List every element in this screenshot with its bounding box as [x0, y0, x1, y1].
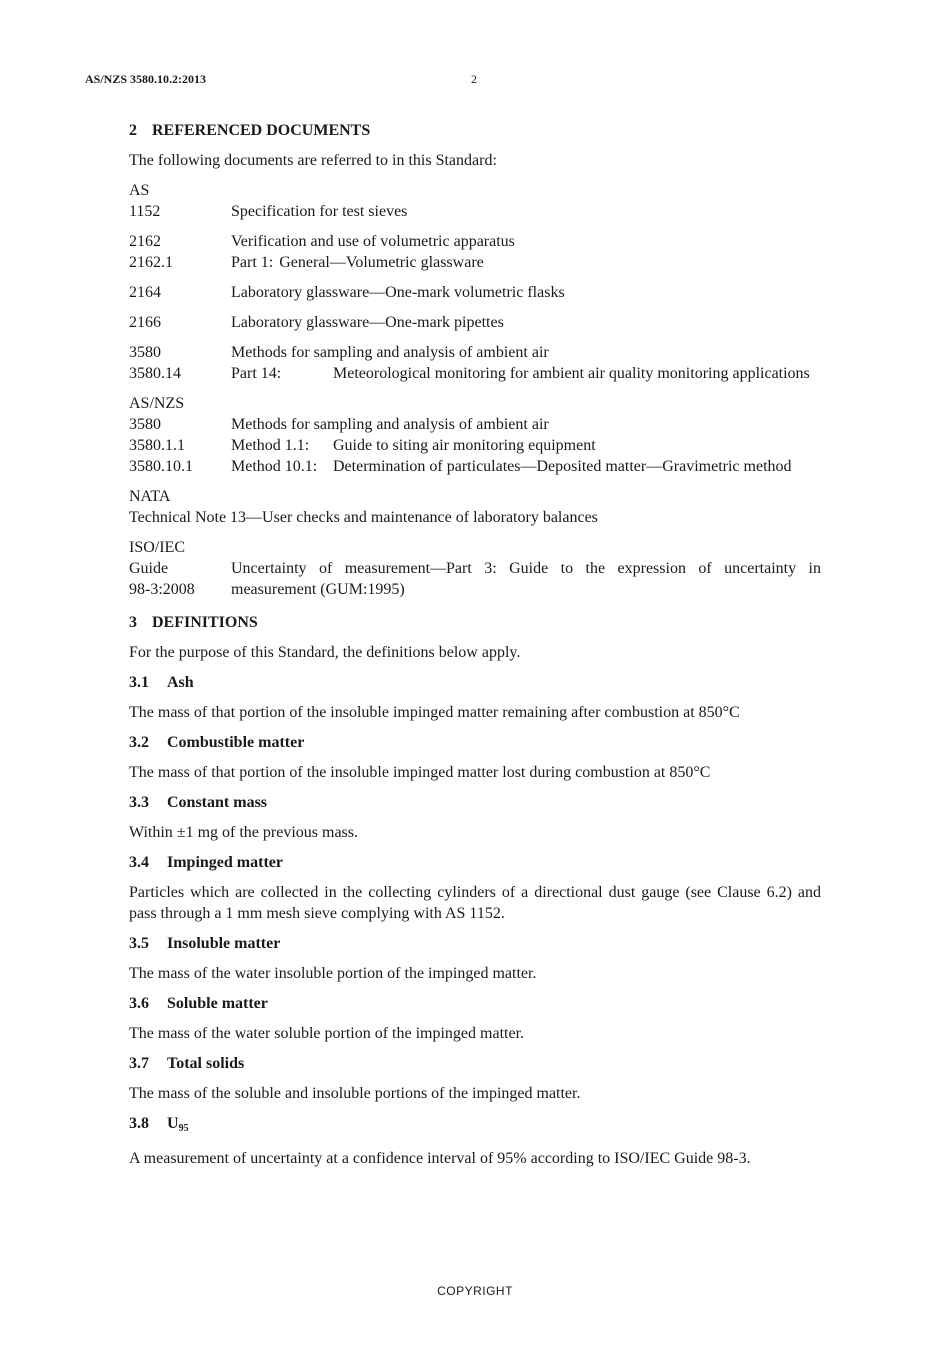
ref-title: Determination of particulates—Deposited matter—Gravimetric method: [333, 458, 792, 475]
ref-title: Methods for sampling and analysis of ambient air: [231, 416, 549, 433]
definition-term: Impinged matter: [167, 854, 283, 871]
definition-heading: [129, 672, 821, 693]
ref-row: [129, 201, 821, 222]
definition-term: Constant mass: [167, 794, 268, 811]
ref-row: [129, 435, 821, 456]
definition-number: 3.4: [129, 854, 149, 871]
definition-heading: [129, 1053, 821, 1074]
definition-number: 3.7: [129, 1055, 149, 1072]
section-3-title: DEFINITIONS: [152, 614, 258, 631]
ref-title: Verification and use of volumetric apparatus: [231, 233, 515, 250]
ref-group-as-2166: [129, 312, 821, 333]
definition-text: The mass of the water soluble portion of the impinged matter.: [129, 1025, 525, 1042]
ref-title: Methods for sampling and analysis of ambient air: [231, 344, 549, 361]
ref-group-name: ISO/IEC: [129, 539, 185, 556]
ref-title: General—Volumetric glassware: [279, 254, 484, 271]
definition-heading: [129, 993, 821, 1014]
copyright-footer: COPYRIGHT: [437, 1284, 513, 1298]
ref-number: 3580: [129, 344, 161, 361]
ref-title: Uncertainty of measurement—Part 3: Guide to the expression of uncertainty in measurement (GUM:1995): [231, 560, 821, 598]
ref-group-as-2162: [129, 231, 821, 273]
section-2-heading: [129, 120, 821, 141]
section-3-heading: [129, 612, 821, 633]
ref-title: Laboratory glassware—One-mark pipettes: [231, 314, 504, 331]
definition-text: Particles which are collected in the collecting cylinders of a directional dust gauge (see Clause 6.2) and pass through a 1 mm mesh sieve complying with AS 1152.: [129, 884, 821, 922]
definition-number: 3.2: [129, 734, 149, 751]
ref-title: Guide to siting air monitoring equipment: [333, 437, 596, 454]
page-content: [129, 120, 821, 1178]
definition-term: U: [167, 1115, 179, 1132]
ref-row: [129, 414, 821, 435]
ref-title: Laboratory glassware—One-mark volumetric flasks: [231, 284, 565, 301]
ref-number: 2166: [129, 314, 161, 331]
ref-part: Method 10.1:: [231, 458, 318, 475]
section-2-title: REFERENCED DOCUMENTS: [152, 122, 371, 139]
ref-row: [129, 252, 821, 273]
standard-designation: AS/NZS 3580.10.2:2013: [85, 72, 207, 86]
ref-number-line2: 98-3:2008: [129, 581, 195, 598]
ref-number-line1: Guide: [129, 560, 169, 577]
definition-term-subscript: 95: [178, 1123, 189, 1134]
ref-row: [129, 558, 821, 600]
definition-number: 3.1: [129, 674, 149, 691]
ref-number: 3580.1.1: [129, 437, 185, 454]
ref-group-nata: [129, 486, 821, 528]
ref-part: Part 14:: [231, 365, 282, 382]
section-2-intro: The following documents are referred to in this Standard:: [129, 152, 497, 169]
ref-group-asnzs: [129, 393, 821, 477]
ref-group-name: AS/NZS: [129, 395, 185, 412]
section-3-intro: For the purpose of this Standard, the definitions below apply.: [129, 644, 521, 661]
ref-part: Part 1:: [231, 254, 274, 271]
ref-number: 3580: [129, 416, 161, 433]
definition-number: 3.8: [129, 1115, 149, 1132]
page-number: 2: [471, 72, 477, 86]
definition-heading: [129, 792, 821, 813]
section-2-number: 2: [129, 122, 137, 139]
definition-text: The mass of the soluble and insoluble portions of the impinged matter.: [129, 1085, 581, 1102]
ref-row: [129, 363, 821, 384]
definition-number: 3.5: [129, 935, 149, 952]
ref-number: 1152: [129, 203, 161, 220]
definition-text: A measurement of uncertainty at a confidence interval of 95% according to ISO/IEC Guide 98-3.: [129, 1150, 751, 1167]
ref-row: [129, 456, 821, 477]
definition-number: 3.6: [129, 995, 149, 1012]
ref-group-as-3580: [129, 342, 821, 384]
definition-heading: [129, 852, 821, 873]
definition-term: Combustible matter: [167, 734, 305, 751]
ref-number: [129, 558, 231, 600]
ref-row: [129, 342, 821, 363]
section-3-number: 3: [129, 614, 137, 631]
ref-row: [129, 282, 821, 303]
ref-number: 2162: [129, 233, 161, 250]
definition-heading: [129, 732, 821, 753]
ref-group-as: [129, 180, 821, 222]
ref-part: Method 1.1:: [231, 437, 310, 454]
ref-title: Specification for test sieves: [231, 203, 408, 220]
definition-term: Ash: [167, 674, 194, 691]
ref-number: 2162.1: [129, 254, 173, 271]
definition-text: The mass of that portion of the insoluble impinged matter remaining after combustion at 850°C: [129, 704, 740, 721]
definition-term: Total solids: [167, 1055, 245, 1072]
ref-group-name: AS: [129, 182, 150, 199]
definition-heading: [129, 1113, 821, 1139]
definition-number: 3.3: [129, 794, 149, 811]
ref-group-name: NATA: [129, 488, 171, 505]
definition-term: Insoluble matter: [167, 935, 281, 952]
ref-number: 3580.10.1: [129, 458, 193, 475]
ref-title: Technical Note 13—User checks and maintenance of laboratory balances: [129, 509, 598, 526]
definition-term: Soluble matter: [167, 995, 268, 1012]
definition-text: The mass of that portion of the insoluble impinged matter lost during combustion at 850°C: [129, 764, 711, 781]
ref-number: 2164: [129, 284, 161, 301]
ref-number: 3580.14: [129, 365, 181, 382]
ref-group-as-2164: [129, 282, 821, 303]
ref-row: [129, 312, 821, 333]
definition-text: Within ±1 mg of the previous mass.: [129, 824, 358, 841]
ref-group-isoiec: [129, 537, 821, 600]
ref-row: [129, 231, 821, 252]
definition-heading: [129, 933, 821, 954]
definition-text: The mass of the water insoluble portion of the impinged matter.: [129, 965, 537, 982]
ref-title: Meteorological monitoring for ambient air quality monitoring applications: [333, 365, 810, 382]
